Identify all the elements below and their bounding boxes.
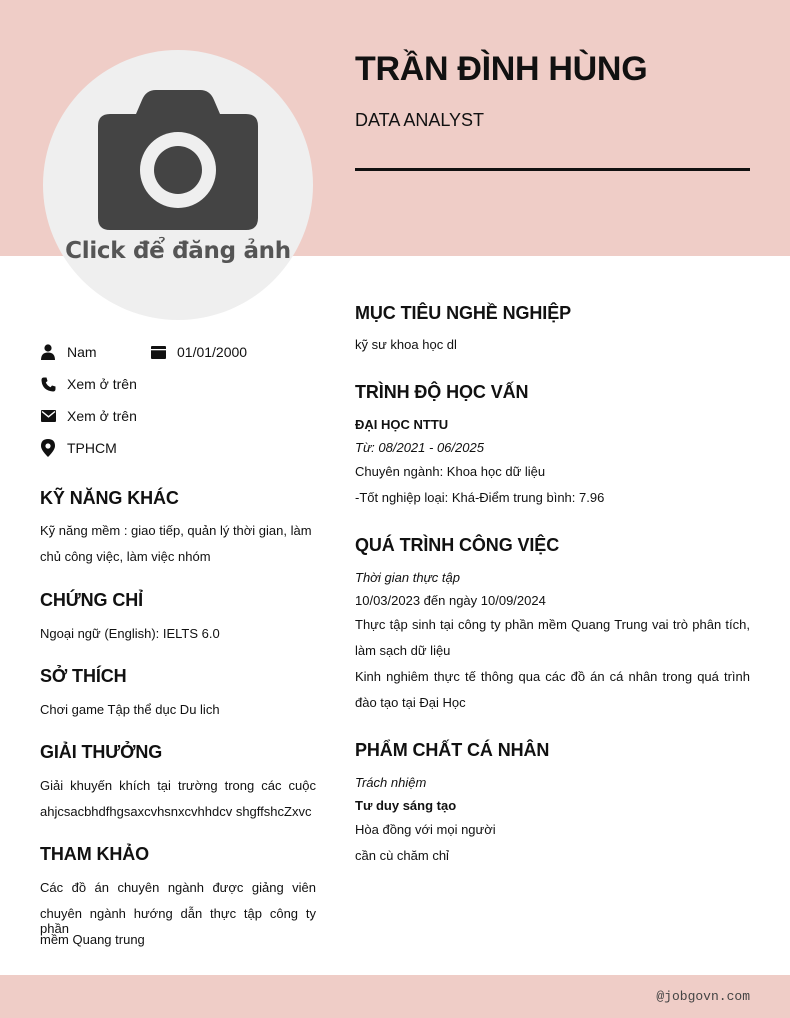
contact-phone bbox=[40, 376, 137, 392]
skills-heading: KỸ NĂNG KHÁC bbox=[40, 488, 179, 508]
hobbies-text: Chơi game Tập thể dục Du lich bbox=[40, 702, 220, 717]
quality-item: Hòa đồng với mọi người bbox=[355, 822, 496, 837]
calendar-icon bbox=[150, 344, 166, 360]
candidate-name: TRẦN ĐÌNH HÙNG bbox=[355, 50, 648, 88]
photo-upload[interactable] bbox=[43, 50, 313, 320]
photo-upload-label: Click để đăng ảnh bbox=[65, 238, 291, 264]
work-desc1-line1: Thực tập sinh tại công ty phần mềm Quang Trung vai trò phân tích, bbox=[355, 617, 750, 632]
gender-value: Nam bbox=[67, 344, 97, 360]
quality-item: cần cù chăm chỉ bbox=[355, 848, 449, 863]
skills-text: Kỹ năng mềm : giao tiếp, quản lý thời gian, làm chủ công việc, làm việc nhóm bbox=[40, 523, 312, 564]
awards-text-line2: ahjcsacbhdfhgsaxcvhsnxcvhhdcv shgffshcZxvc bbox=[40, 804, 312, 819]
work-desc2-line2: đào tạo tại Đại Học bbox=[355, 695, 466, 710]
location-value: TPHCM bbox=[67, 440, 117, 456]
work-desc2-line1: Kinh nghiêm thực tế thông qua các đồ án cá nhân trong quá trình bbox=[355, 669, 750, 684]
birthdate-value: 01/01/2000 bbox=[177, 344, 248, 360]
awards-heading: GIẢI THƯỞNG bbox=[40, 742, 163, 762]
footer-band bbox=[0, 975, 790, 1018]
phone-icon bbox=[40, 376, 56, 392]
education-heading: TRÌNH ĐỘ HỌC VẤN bbox=[355, 382, 529, 402]
contact-gender bbox=[40, 344, 97, 360]
qualities-heading: PHẨM CHẤT CÁ NHÂN bbox=[355, 740, 550, 760]
title-divider bbox=[355, 168, 750, 171]
work-desc1-line2: làm sạch dữ liệu bbox=[355, 643, 451, 658]
objective-heading: MỤC TIÊU NGHỀ NGHIỆP bbox=[355, 303, 572, 323]
references-heading: THAM KHẢO bbox=[40, 844, 150, 864]
quality-item: Tư duy sáng tạo bbox=[355, 798, 457, 813]
awards-text-line1: Giải khuyến khích tại trường trong các cuộc bbox=[40, 778, 316, 793]
education-school: ĐẠI HỌC NTTU bbox=[355, 417, 449, 432]
education-grade: -Tốt nghiệp loại: Khá-Điểm trung bình: 7.96 bbox=[355, 490, 605, 505]
location-pin-icon bbox=[40, 440, 56, 456]
contact-birthdate bbox=[150, 344, 247, 360]
footer-credit: @jobgovn.com bbox=[656, 989, 750, 1004]
references-text-line3: mềm Quang trung bbox=[40, 932, 145, 947]
hobbies-heading: SỞ THÍCH bbox=[40, 666, 127, 686]
certificates-heading: CHỨNG CHỈ bbox=[40, 590, 144, 610]
person-icon bbox=[40, 344, 56, 360]
camera-icon bbox=[98, 90, 258, 230]
work-period-label: Thời gian thực tập bbox=[355, 570, 460, 585]
references-text-line2: chuyên ngành hướng dẫn thực tập công ty phần bbox=[40, 906, 316, 936]
quality-item: Trách nhiệm bbox=[355, 775, 427, 790]
phone-value: Xem ở trên bbox=[67, 376, 137, 392]
education-period: Từ: 08/2021 - 06/2025 bbox=[355, 440, 484, 455]
contact-email bbox=[40, 408, 137, 424]
certificates-text: Ngoại ngữ (English): IELTS 6.0 bbox=[40, 626, 220, 641]
objective-text: kỹ sư khoa học dl bbox=[355, 337, 457, 352]
candidate-title: DATA ANALYST bbox=[355, 110, 485, 130]
references-text-line1: Các đồ án chuyên ngành được giảng viên bbox=[40, 880, 316, 895]
email-value: Xem ở trên bbox=[67, 408, 137, 424]
mail-icon bbox=[40, 408, 56, 424]
education-major: Chuyên ngành: Khoa học dữ liệu bbox=[355, 464, 546, 479]
work-dates: 10/03/2023 đến ngày 10/09/2024 bbox=[355, 593, 546, 608]
work-heading: QUÁ TRÌNH CÔNG VIỆC bbox=[355, 535, 560, 555]
contact-location bbox=[40, 440, 117, 456]
